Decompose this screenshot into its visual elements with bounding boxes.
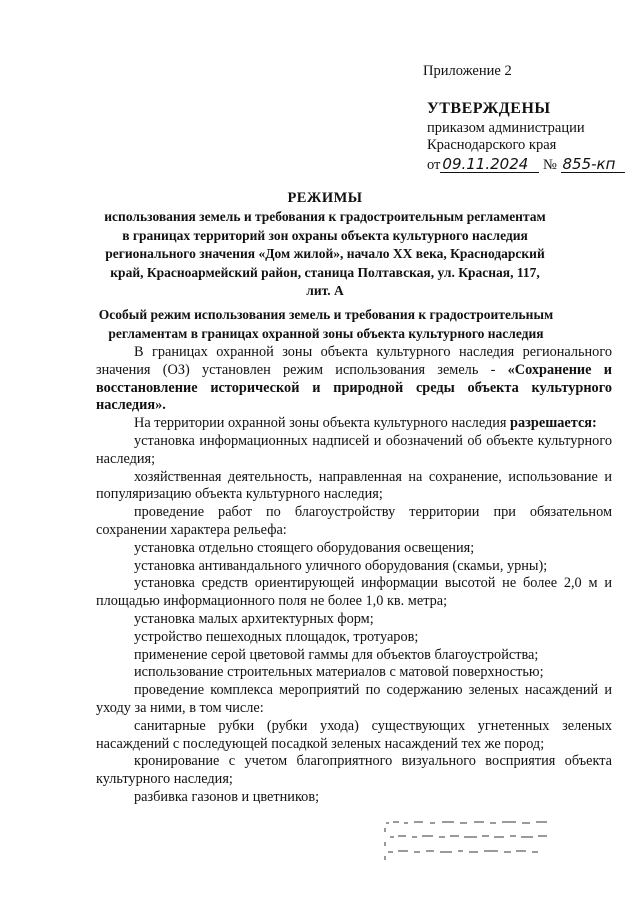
document-title: РЕЖИМЫ: [287, 190, 363, 206]
list-item: проведение работ по благоустройству территории при обязательном сохранении характера рельефа:: [96, 504, 612, 538]
order-number-sign: №: [543, 157, 557, 173]
paragraph-intro-text: В границах охранной зоны объекта культурного наследия регионального значения (ОЗ) установлен режим использования земель -: [96, 344, 612, 378]
list-item: санитарные рубки (рубки ухода) существующих угнетенных зеленых насаждений с последующей посадкой зеленых насаждений тех же пород;: [96, 717, 612, 752]
section-title: Особый режим использования земель и требования к градостроительным регламентам в границах охранной зоны объекта культурного наследия: [98, 307, 554, 341]
list-item: устройство пешеходных площадок, тротуаров;: [134, 628, 419, 645]
handwritten-order-date: 09.11.2024: [440, 157, 539, 173]
list-item: проведение комплекса мероприятий по содержанию зеленых насаждений и уходу за ними, в том числе:: [96, 682, 612, 716]
list-item: установка малых архитектурных форм;: [134, 610, 374, 627]
approved-heading: УТВЕРЖДЕНЫ: [427, 100, 551, 117]
document-body: [96, 344, 612, 807]
list-item: хозяйственная деятельность, направленная на сохранение, использование и популяризацию объекта культурного наследия;: [96, 468, 612, 503]
paragraph-permitted: [96, 415, 612, 433]
list-item: кронирование с учетом благоприятного визуального восприятия объекта культурного наследия;: [96, 753, 612, 788]
paragraph-permitted-bold: разрешается:: [510, 415, 597, 432]
list-item: установка отдельно стоящего оборудования освещения;: [134, 539, 475, 556]
approval-authority: [427, 120, 585, 154]
appendix-label: Приложение 2: [423, 63, 512, 79]
list-item: использование строительных материалов с матовой поверхностью;: [134, 664, 544, 681]
document-subtitle: использования земель и требования к градостроительным регламентам в границах территорий зон охраны объекта культурного наследия регионального значения «Дом жилой», начало XX века, Краснодарский край, Красноармейский район, станица Полтавская, ул. Красная, 117, лит. А: [104, 209, 546, 298]
order-prefix: от: [427, 157, 441, 173]
list-item: разбивка газонов и цветников;: [134, 788, 320, 805]
approval-line-2: Краснодарского края: [427, 137, 557, 153]
list-item: установка средств ориентирующей информации высотой не более 2,0 м и площадью информационного поля не более 1,0 кв. метра;: [96, 575, 612, 610]
paragraph-intro-bold: «Сохранение и восстановление исторической и природной среды объекта культурного наследия».: [96, 361, 612, 414]
faint-stamp-marks: [384, 818, 574, 868]
list-item: установка информационных надписей и обозначений об объекте культурного наследия;: [96, 432, 612, 467]
approval-line-1: приказом администрации: [427, 120, 585, 136]
order-reference: [427, 157, 625, 174]
list-item: установка антивандального уличного оборудования (скамьи, урны);: [134, 557, 548, 574]
paragraph-permitted-text: На территории охранной зоны объекта культурного наследия: [134, 415, 511, 432]
handwritten-order-number: 855-кп: [561, 157, 625, 173]
paragraph-intro: [96, 344, 612, 415]
list-item: применение серой цветовой гаммы для объектов благоустройства;: [134, 646, 539, 663]
